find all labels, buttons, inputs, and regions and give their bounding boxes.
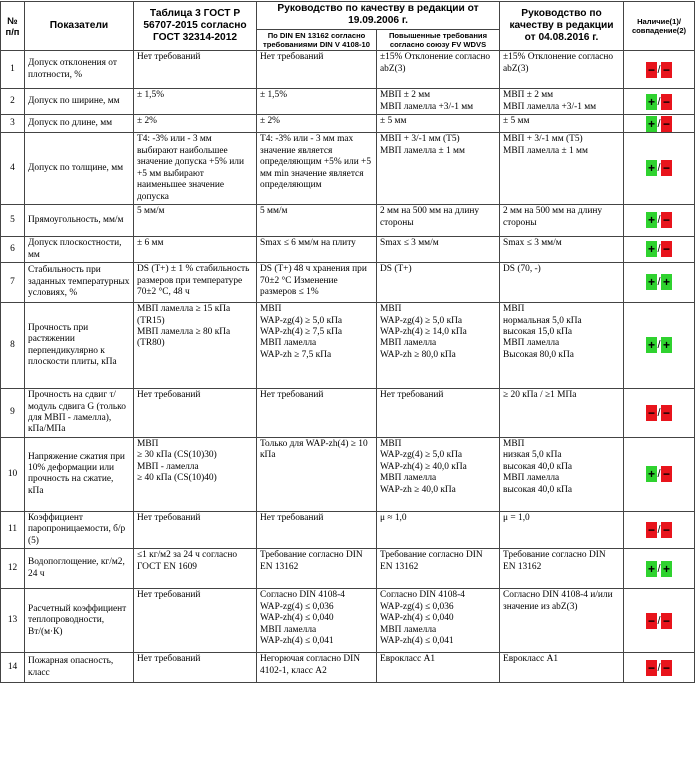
gost-value: МВП ≥ 30 кПа (CS(10)30) МВП - ламелла ≥ 40 кПа (CS(10)40): [134, 437, 257, 511]
gost-value: Нет требований: [134, 511, 257, 548]
guide-2016-value: 2 мм на 500 мм на длину стороны: [500, 205, 624, 237]
indicator-name: Коэффициент паропроницаемости, б/р (5): [25, 511, 134, 548]
din-value: Нет требований: [257, 511, 377, 548]
plus-mark-icon: +: [647, 116, 655, 131]
gost-value: ± 2%: [134, 115, 257, 133]
table-row: [1, 437, 695, 511]
indicator-name: Прочность на сдвиг τ/модуль сдвига G (только для МВП - ламелла), кПа/МПа: [25, 389, 134, 438]
guide-2016-value: МВП низкая 5,0 кПа высокая 40,0 кПа МВП ламелла высокая 40,0 кПа: [500, 437, 624, 511]
din-value: Негорючая согласно DIN 4102-1, класс A2: [257, 653, 377, 683]
wdvs-value: ±15% Отклонение согласно abZ(3): [377, 51, 500, 89]
header-table3: Таблица 3 ГОСТ Р 56707-2015 согласно ГОСТ 32314-2012: [134, 2, 257, 51]
minus-mark-icon: −: [647, 62, 655, 77]
gost-value: DS (T+) ± 1 % стабильность размеров при температуре 70±2 °C, 48 ч: [134, 263, 257, 303]
match-indicator: + / −: [624, 115, 695, 133]
row-number: 5: [1, 205, 25, 237]
indicator-name: Допуск по ширине, мм: [25, 89, 134, 115]
minus-mark-icon: −: [647, 405, 655, 420]
din-value: ± 1,5%: [257, 89, 377, 115]
match-indicator: − / −: [624, 51, 695, 89]
wdvs-value: МВП WAP-zg(4) ≥ 5,0 кПа WAP-zh(4) ≥ 40,0 кПа МВП ламелла WAP-zh ≥ 40,0 кПа: [377, 437, 500, 511]
row-number: 12: [1, 549, 25, 589]
match-indicator: + / +: [624, 263, 695, 303]
plus-mark-icon: +: [647, 161, 655, 176]
table-row: [1, 51, 695, 89]
plus-mark-icon: +: [647, 275, 655, 290]
row-number: 4: [1, 133, 25, 205]
gost-value: Нет требований: [134, 51, 257, 89]
plus-mark-icon: +: [647, 213, 655, 228]
wdvs-value: Согласно DIN 4108-4 WAP-zg(4) ≤ 0,036 WAP-zh(4) ≤ 0,040 МВП ламелла WAP-zh(4) ≤ 0,041: [377, 589, 500, 653]
gost-value: ± 1,5%: [134, 89, 257, 115]
header-indicator: Показатели: [25, 2, 134, 51]
header-guide-2006: Руководство по качеству в редакции от 19.09.2006 г.: [257, 2, 500, 30]
minus-mark-icon: −: [647, 613, 655, 628]
table-row: [1, 89, 695, 115]
wdvs-value: Smax ≤ 3 мм/м: [377, 237, 500, 263]
minus-mark-icon: −: [647, 522, 655, 537]
row-number: 6: [1, 237, 25, 263]
row-number: 3: [1, 115, 25, 133]
minus-mark-icon: −: [663, 116, 671, 131]
table-row: [1, 589, 695, 653]
guide-2016-value: μ = 1,0: [500, 511, 624, 548]
gost-value: 5 мм/м: [134, 205, 257, 237]
guide-2016-value: ±15% Отклонение согласно abZ(3): [500, 51, 624, 89]
indicator-name: Допуск отклонения от плотности, %: [25, 51, 134, 89]
din-value: T4: -3% или - 3 мм max значение является определяющим +5% или +5 мм min значение является определяющим: [257, 133, 377, 205]
table-row: [1, 237, 695, 263]
wdvs-value: МВП ± 2 мм МВП ламелла +3/-1 мм: [377, 89, 500, 115]
quality-comparison-table: [0, 1, 695, 683]
indicator-name: Допуск по длине, мм: [25, 115, 134, 133]
gost-value: Нет требований: [134, 389, 257, 438]
indicator-name: Прочность при растяжении перпендикулярно к плоскости плиты, кПа: [25, 303, 134, 389]
wdvs-value: Еврокласс A1: [377, 653, 500, 683]
din-value: Согласно DIN 4108-4 WAP-zg(4) ≤ 0,036 WAP-zh(4) ≤ 0,040 МВП ламелла WAP-zh(4) ≤ 0,041: [257, 589, 377, 653]
match-indicator: − / −: [624, 589, 695, 653]
plus-mark-icon: +: [663, 561, 671, 576]
minus-mark-icon: −: [663, 467, 671, 482]
gost-value: Нет требований: [134, 653, 257, 683]
header-din: По DIN EN 13162 согласно требованиями DIN V 4108-10: [257, 29, 377, 51]
table-row: [1, 133, 695, 205]
match-indicator: + / −: [624, 89, 695, 115]
wdvs-value: Нет требований: [377, 389, 500, 438]
minus-mark-icon: −: [663, 405, 671, 420]
wdvs-value: Требование согласно DIN EN 13162: [377, 549, 500, 589]
wdvs-value: 2 мм на 500 мм на длину стороны: [377, 205, 500, 237]
match-indicator: + / −: [624, 205, 695, 237]
table-row: [1, 653, 695, 683]
din-value: Нет требований: [257, 51, 377, 89]
plus-mark-icon: +: [647, 561, 655, 576]
din-value: Smax ≤ 6 мм/м на плиту: [257, 237, 377, 263]
row-number: 13: [1, 589, 25, 653]
guide-2016-value: МВП + 3/-1 мм (T5) МВП ламелла ± 1 мм: [500, 133, 624, 205]
din-value: Нет требований: [257, 389, 377, 438]
minus-mark-icon: −: [663, 213, 671, 228]
indicator-name: Расчетный коэффициент теплопроводности, Вт/(м·К): [25, 589, 134, 653]
row-number: 9: [1, 389, 25, 438]
indicator-name: Напряжение сжатия при 10% деформации или прочность на сжатие, кПа: [25, 437, 134, 511]
header-guide-2016: Руководство по качеству в редакции от 04.08.2016 г.: [500, 2, 624, 51]
indicator-name: Допуск плоскостности, мм: [25, 237, 134, 263]
guide-2016-value: Согласно DIN 4108-4 и/или значение из abZ(3): [500, 589, 624, 653]
wdvs-value: МВП WAP-zg(4) ≥ 5,0 кПа WAP-zh(4) ≥ 14,0 кПа МВП ламелла WAP-zh ≥ 80,0 кПа: [377, 303, 500, 389]
minus-mark-icon: −: [663, 94, 671, 109]
table-row: [1, 549, 695, 589]
din-value: 5 мм/м: [257, 205, 377, 237]
minus-mark-icon: −: [663, 522, 671, 537]
match-indicator: + / −: [624, 133, 695, 205]
indicator-name: Стабильность при заданных температурных условиях, %: [25, 263, 134, 303]
wdvs-value: ± 5 мм: [377, 115, 500, 133]
header-wdvs: Повышенные требования согласно союзу FV WDVS: [377, 29, 500, 51]
guide-2016-value: Требование согласно DIN EN 13162: [500, 549, 624, 589]
din-value: ± 2%: [257, 115, 377, 133]
minus-mark-icon: −: [663, 161, 671, 176]
guide-2016-value: DS (70, -): [500, 263, 624, 303]
guide-2016-value: Smax ≤ 3 мм/м: [500, 237, 624, 263]
table-row: [1, 263, 695, 303]
match-indicator: − / −: [624, 653, 695, 683]
wdvs-value: μ ≈ 1,0: [377, 511, 500, 548]
plus-mark-icon: +: [647, 242, 655, 257]
minus-mark-icon: −: [663, 62, 671, 77]
minus-mark-icon: −: [663, 660, 671, 675]
plus-mark-icon: +: [663, 338, 671, 353]
minus-mark-icon: −: [647, 660, 655, 675]
plus-mark-icon: +: [647, 467, 655, 482]
indicator-name: Водопоглощение, кг/м2, 24 ч: [25, 549, 134, 589]
row-number: 14: [1, 653, 25, 683]
row-number: 8: [1, 303, 25, 389]
guide-2016-value: ≥ 20 кПа / ≥1 МПа: [500, 389, 624, 438]
gost-value: МВП ламелла ≥ 15 кПа (TR15) МВП ламелла ≥ 80 кПа (TR80): [134, 303, 257, 389]
plus-mark-icon: +: [663, 275, 671, 290]
match-indicator: − / −: [624, 511, 695, 548]
plus-mark-icon: +: [647, 94, 655, 109]
guide-2016-value: МВП ± 2 мм МВП ламелла +3/-1 мм: [500, 89, 624, 115]
table-row: [1, 389, 695, 438]
match-indicator: + / +: [624, 549, 695, 589]
din-value: МВП WAP-zg(4) ≥ 5,0 кПа WAP-zh(4) ≥ 7,5 кПа МВП ламелла WAP-zh ≥ 7,5 кПа: [257, 303, 377, 389]
din-value: Требование согласно DIN EN 13162: [257, 549, 377, 589]
table-row: [1, 303, 695, 389]
row-number: 1: [1, 51, 25, 89]
indicator-name: Прямоугольность, мм/м: [25, 205, 134, 237]
header-num: № п/п: [1, 2, 25, 51]
row-number: 11: [1, 511, 25, 548]
minus-mark-icon: −: [663, 613, 671, 628]
din-value: DS (T+) 48 ч хранения при 70±2 °C Изменение размеров ≤ 1%: [257, 263, 377, 303]
row-number: 10: [1, 437, 25, 511]
minus-mark-icon: −: [663, 242, 671, 257]
table-row: [1, 115, 695, 133]
gost-value: ± 6 мм: [134, 237, 257, 263]
match-indicator: − / −: [624, 389, 695, 438]
row-number: 7: [1, 263, 25, 303]
din-value: Только для WAP-zh(4) ≥ 10 кПа: [257, 437, 377, 511]
gost-value: ≤1 кг/м2 за 24 ч согласно ГОСТ EN 1609: [134, 549, 257, 589]
plus-mark-icon: +: [647, 338, 655, 353]
wdvs-value: DS (T+): [377, 263, 500, 303]
row-number: 2: [1, 89, 25, 115]
guide-2016-value: ± 5 мм: [500, 115, 624, 133]
indicator-name: Допуск по толщине, мм: [25, 133, 134, 205]
table-row: [1, 205, 695, 237]
header-match: Наличие(1)/ совпадение(2): [624, 2, 695, 51]
guide-2016-value: МВП нормальная 5,0 кПа высокая 15,0 кПа МВП ламелла Высокая 80,0 кПа: [500, 303, 624, 389]
match-indicator: + / +: [624, 303, 695, 389]
match-indicator: + / −: [624, 237, 695, 263]
match-indicator: + / −: [624, 437, 695, 511]
guide-2016-value: Еврокласс A1: [500, 653, 624, 683]
gost-value: Нет требований: [134, 589, 257, 653]
indicator-name: Пожарная опасность, класс: [25, 653, 134, 683]
wdvs-value: МВП + 3/-1 мм (T5) МВП ламелла ± 1 мм: [377, 133, 500, 205]
table-row: [1, 511, 695, 548]
gost-value: T4: -3% или - 3 мм выбирают наибольшее значение допуска +5% или +5 мм выбирают наименьшее значение допуска: [134, 133, 257, 205]
